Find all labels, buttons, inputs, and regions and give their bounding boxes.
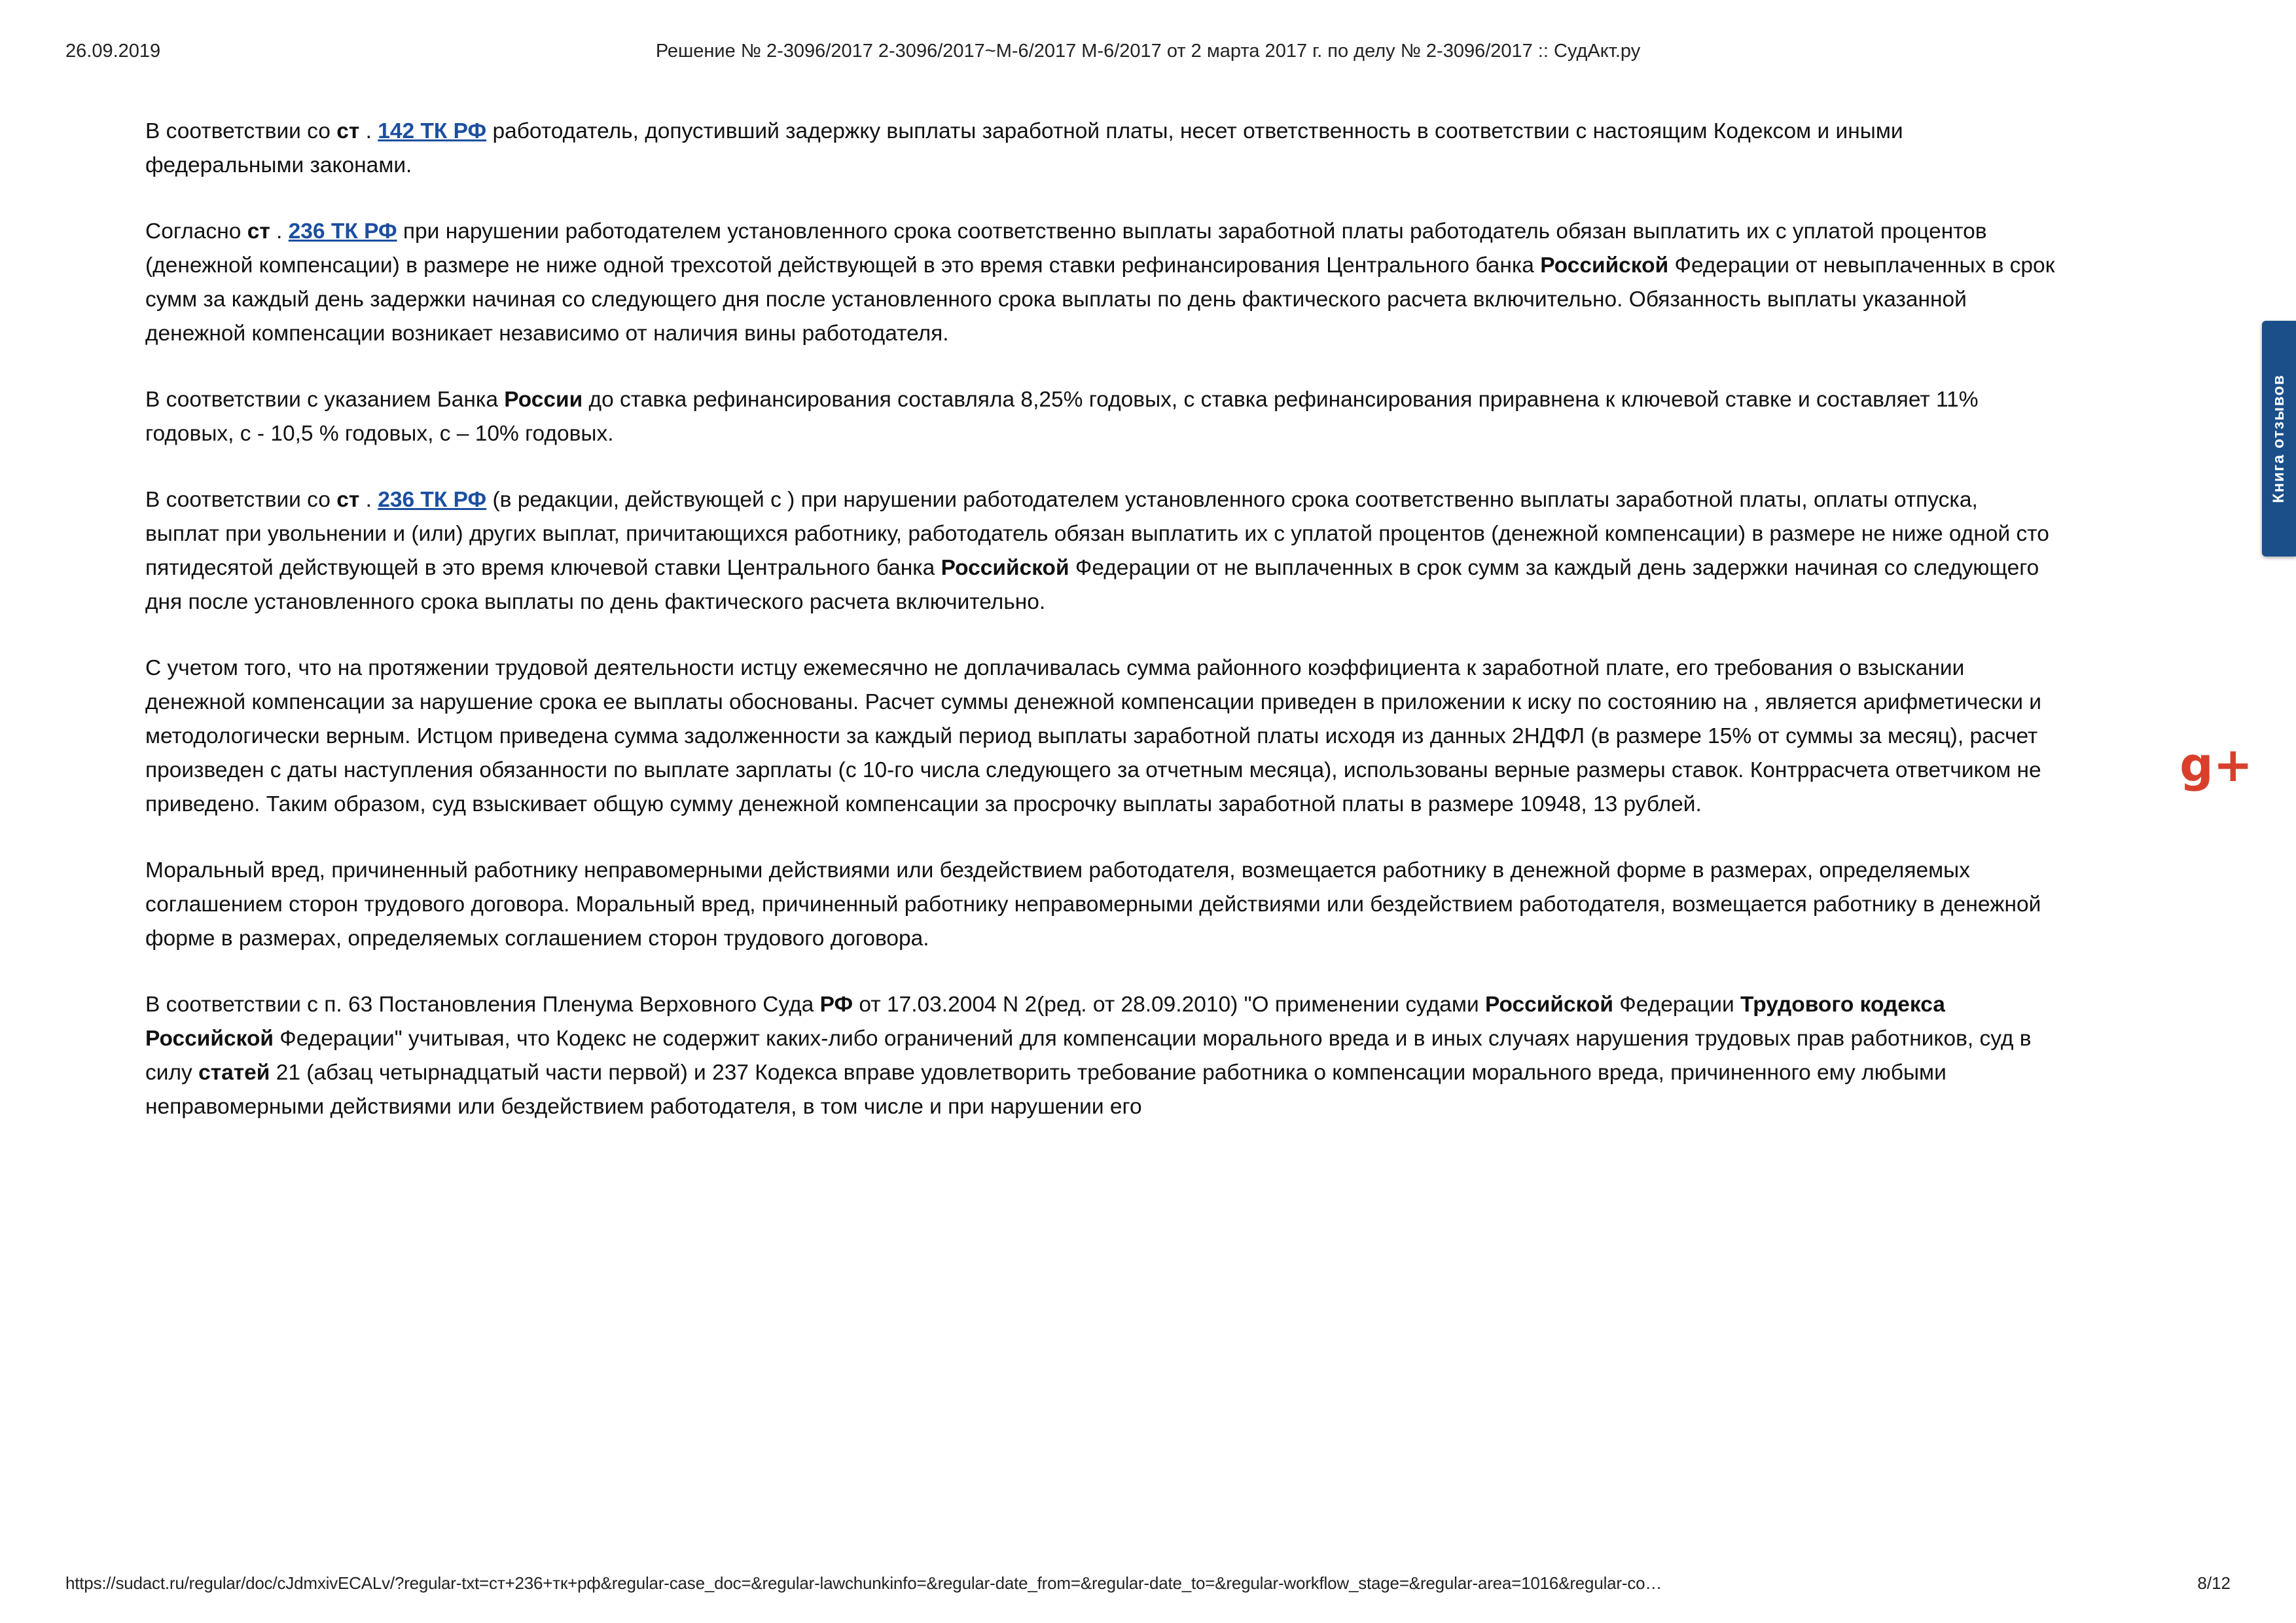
text-run: до ставка рефинансирования составляла 8,25% годовых, с ставка рефинансирования приравнена к ключевой ставке и составляет 11% годовых, с - 10,5 % годовых, с – 10% годовых. [145,388,1979,446]
emphasis-text: Российской [941,556,1069,580]
text-run: В соответствии со [145,488,337,512]
emphasis-text: РФ [819,993,853,1017]
emphasis-text: ст [336,119,360,143]
google-plus-icon: g+ [2179,737,2253,792]
paragraph [145,215,2056,351]
google-plus-share-button[interactable] [2179,733,2253,796]
paragraph [145,854,2056,956]
emphasis-text: ст [247,219,270,244]
paragraph [145,483,2056,619]
law-reference-link[interactable]: 236 ТК РФ [288,219,397,244]
paragraph [145,383,2056,451]
emphasis-text: ст [336,488,360,512]
text-run: работодатель, допустивший задержку выплаты заработной платы, несет ответственность в соответствии с настоящим Кодексом и иными федеральными законами. [145,119,1903,177]
text-run: Федерации от не выплаченных в срок сумм за каждый день задержки начиная со следующего дня после установленного срока выплаты по день фактического расчета включительно. [145,556,2039,614]
text-run: С учетом того, что на протяжении трудовой деятельности истцу ежемесячно не доплачивалась сумма районного коэффициента к заработной плате, его требования о взыскании денежной компенсации за нарушение срока ее выплаты обоснованы. Расчет суммы денежной компенсации приведен в приложении к иску по состоянию на , является арифметически и методологически верным. Истцом приведена сумма задолженности за каждый период выплаты заработной платы исходя из данных 2НДФЛ (в размере 15% от суммы за месяц), расчет произведен с даты наступления обязанности по выплате зарплаты (с 10-го числа следующего за отчетным месяца), использованы верные размеры ставок. Контррасчета ответчиком не приведено. Таким образом, суд взыскивает общую сумму денежной компенсации за просрочку выплаты заработной платы в размере 10948, 13 рублей. [145,656,2041,816]
text-run: Федерации [1613,993,1741,1017]
law-reference-link[interactable]: 236 ТК РФ [378,488,487,512]
text-run: (в редакции, действующей с ) при нарушении работодателем установленного срока соответственно выплаты заработной платы, оплаты отпуска, выплат при увольнении и (или) других выплат, причитающихся работнику, работодатель обязан выплатить их с уплатой процентов (денежной компенсации) в размере не ниже одной сто пятидесятой действующей в это время ключевой ставки Центрального банка [145,488,2049,580]
law-reference-link[interactable]: 142 ТК РФ [378,119,487,143]
text-run: . [270,219,289,244]
text-run: Согласно [145,219,247,244]
page-header [0,41,2296,67]
footer-url: https://sudact.ru/regular/doc/cJdmxivECALv/?regular-txt=ст+236+тк+рф&regular-case_doc=&regular-lawchunkinfo=&regular-date_from=&regular-date_to=&regular-workflow_stage=&regular-area=1016&regular-co… [65,1573,1662,1593]
feedback-book-label: Книга отзывов [2270,374,2287,503]
paragraph [145,651,2056,822]
emphasis-text: статей [198,1061,270,1085]
footer-page-indicator: 8/12 [2197,1573,2231,1593]
paragraph [145,988,2056,1124]
feedback-book-tab[interactable] [2262,321,2296,556]
text-run: В соответствии со [145,119,337,143]
emphasis-text: Трудового кодекса Российской [145,993,1945,1051]
text-run: Моральный вред, причиненный работнику неправомерными действиями или бездействием работодателя, возмещается работнику в денежной форме в размерах, определяемых соглашением сторон трудового договора. Моральный вред, причиненный работнику неправомерными действиями или бездействием работодателя, возмещается работнику в денежной форме в размерах, определяемых соглашением сторон трудового договора. [145,858,2041,951]
document-body [145,115,2056,1124]
text-run: при нарушении работодателем установленного срока соответственно выплаты заработной платы работодатель обязан выплатить их с уплатой процентов (денежной компенсации) в размере не ниже одной трехсотой действующей в это время ставки рефинансирования Центрального банка [145,219,1987,278]
emphasis-text: Российской [1484,993,1613,1017]
header-date: 26.09.2019 [65,41,161,62]
page-title: Решение № 2-3096/2017 2-3096/2017~М-6/2017 М-6/2017 от 2 марта 2017 г. по делу № 2-3096/2017 :: СудАкт.ру [655,41,1641,62]
text-run: от 17.03.2004 N 2(ред. от 28.09.2010) "О применении судами [853,993,1485,1017]
emphasis-text: России [504,388,583,412]
text-run: 21 (абзац четырнадцатый части первой) и 237 Кодекса вправе удовлетворить требование работника о компенсации морального вреда, причиненного ему любыми неправомерными действиями или бездействием работодателя, в том числе и при нарушении его [145,1061,1946,1119]
paragraph [145,115,2056,183]
text-run: . [359,119,378,143]
text-run: В соответствии с п. 63 Постановления Пленума Верховного Суда [145,993,820,1017]
text-run: Федерации от невыплаченных в срок сумм за каждый день задержки начиная со следующего дня после установленного срока выплаты по день фактического расчета включительно. Обязанность выплаты указанной денежной компенсации возникает независимо от наличия вины работодателя. [145,253,2055,346]
emphasis-text: Российской [1540,253,1669,278]
text-run: В соответствии с указанием Банка [145,388,505,412]
text-run: Федерации" учитывая, что Кодекс не содержит каких-либо ограничений для компенсации морального вреда и в иных случаях нарушения трудовых прав работников, суд в силу [145,1027,2032,1085]
text-run: . [359,488,378,512]
page-footer [0,1573,2296,1597]
